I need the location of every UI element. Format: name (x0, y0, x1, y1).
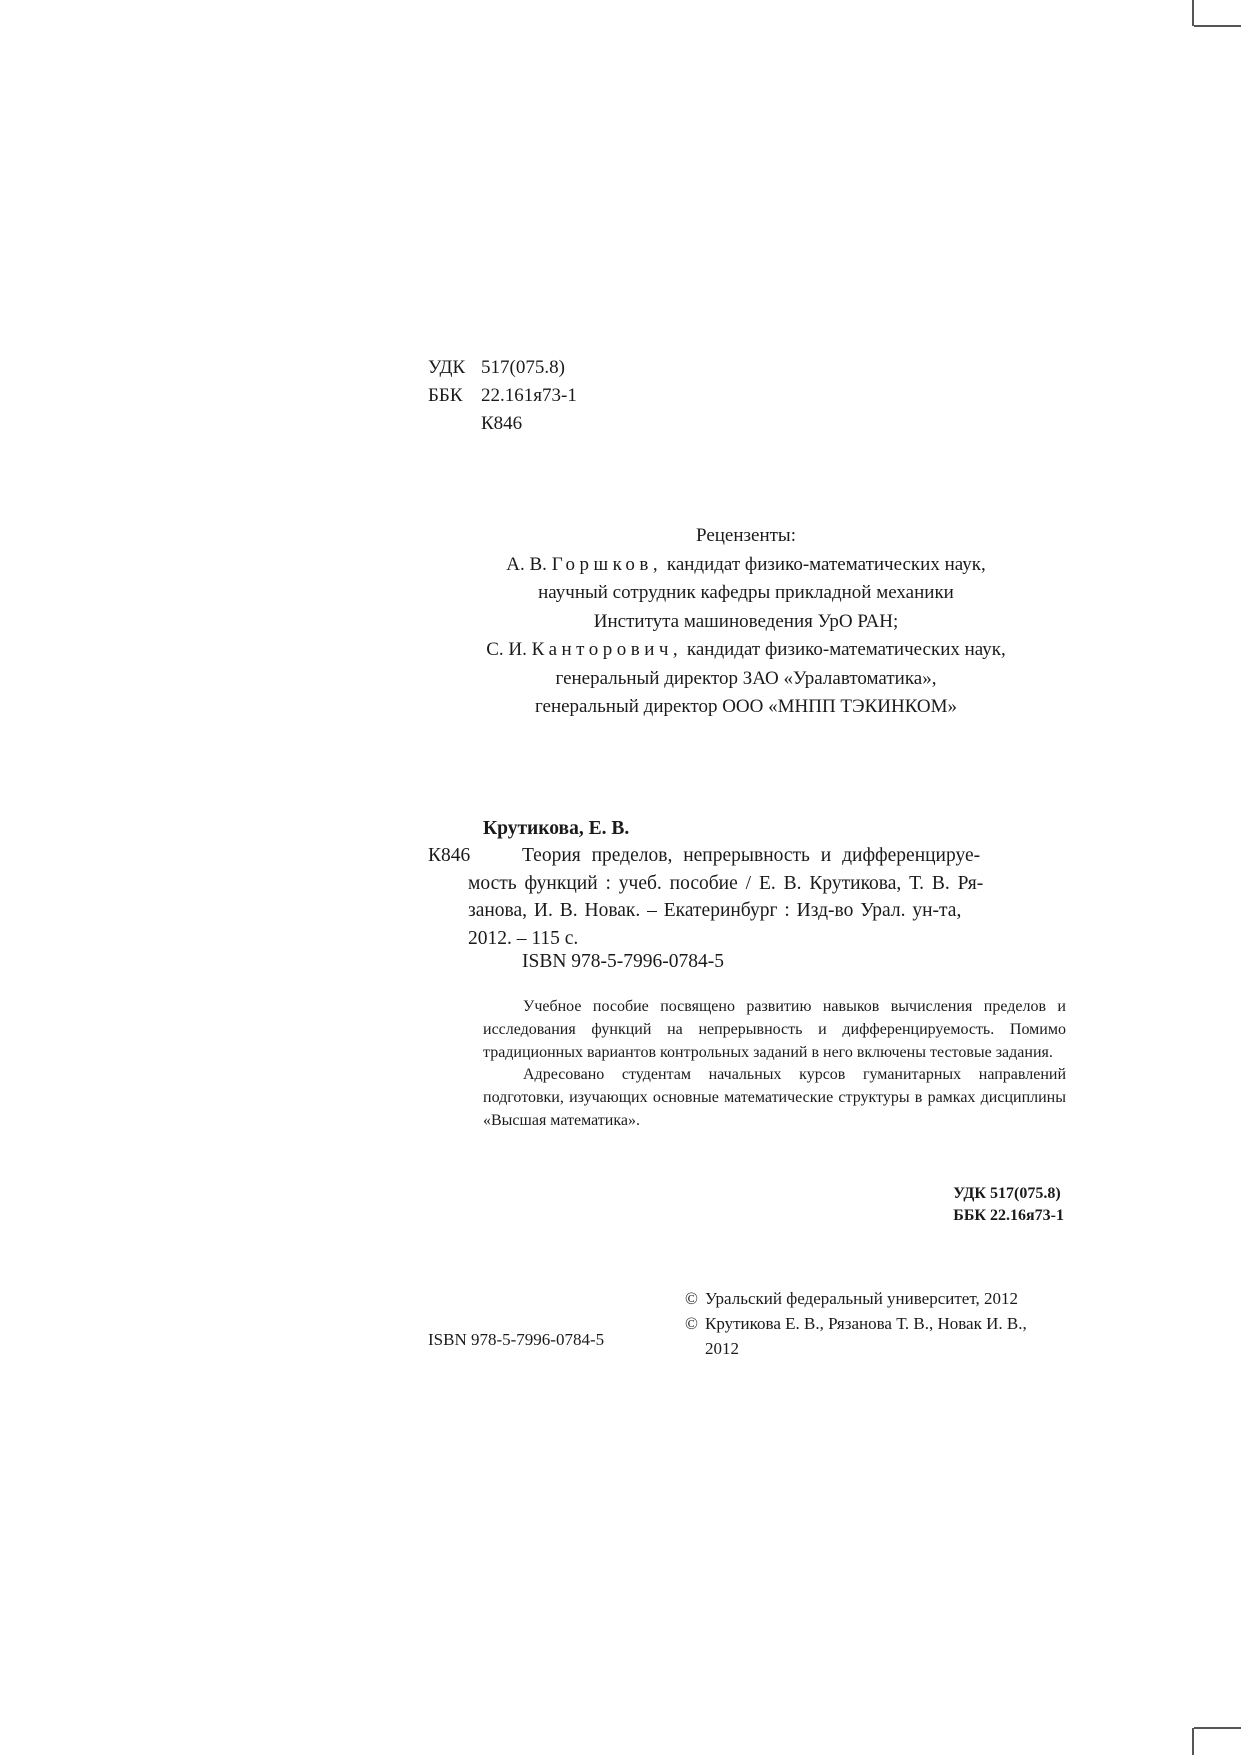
crop-mark-top-horizontal (1194, 25, 1241, 27)
entry-code: К846 (428, 845, 471, 866)
abstract-paragraph-2: Адресовано студентам начальных курсов гуманитарных направлений подготовки, изучающих основные математические структуры в рамках дисциплины «Высшая математика». (483, 1066, 1066, 1129)
reviewer-2-line-2: генеральный директор ЗАО «Уралавтоматика», (555, 667, 937, 689)
copyright-line-2: Крутикова Е. В., Рязанова Т. В., Новак И. В., (705, 1314, 1027, 1333)
reviewer-1-surname: Горшков, (551, 553, 663, 575)
reviewer-2-line-1: С. И. Канторович, кандидат физико-математических наук, (486, 639, 1006, 660)
copyright-symbol: © (685, 1314, 698, 1333)
reviewers-heading: Рецензенты: (696, 525, 796, 546)
author-mark: К846 (481, 413, 523, 434)
reviewer-1-line-1: А. В. Горшков, кандидат физико-математических наук, (506, 553, 986, 575)
udk-value: 517(075.8) (481, 357, 565, 378)
classification-bottom (953, 1183, 1064, 1227)
reviewer-2-line-3: генеральный директор ООО «МНПП ТЭКИНКОМ» (534, 696, 958, 717)
reviewers-block (428, 522, 1064, 722)
reviewer-1-line-2: научный сотрудник кафедры прикладной механики (538, 582, 954, 603)
crop-mark-bottom-vertical (1192, 1728, 1194, 1755)
bibliographic-entry (428, 842, 1066, 952)
reviewer-1-line-3: Института машиноведения УрО РАН; (593, 610, 899, 632)
copyright-block (685, 1286, 1085, 1361)
crop-mark-top-vertical (1192, 0, 1194, 26)
bbk-label: ББК (428, 385, 463, 406)
entry-line-2: мость функций : учеб. пособие / Е. В. Крутикова, Т. В. Ря- (468, 872, 984, 894)
entry-line-4: 2012. – 115 с. (468, 927, 579, 949)
abstract-paragraph-1: Учебное пособие посвящено развитию навыков вычисления пределов и исследования функций на непрерывность и дифференцируемость. Помимо традиционных вариантов контрольных заданий в него включены тестовые задания. (483, 998, 1066, 1061)
copyright-line-1: Уральский федеральный университет, 2012 (705, 1289, 1018, 1308)
entry-line-3: занова, И. В. Новак. – Екатеринбург : Изд-во Урал. ун-та, (468, 900, 962, 922)
entry-author: Крутикова, Е. В. (483, 818, 630, 839)
entry-isbn: ISBN 978-5-7996-0784-5 (522, 951, 725, 972)
copyright-line-2-cont: 2012 (705, 1339, 739, 1358)
isbn-bottom: ISBN 978-5-7996-0784-5 (428, 1330, 605, 1349)
reviewer-2-surname: Канторович, (531, 639, 683, 660)
copyright-symbol: © (685, 1289, 698, 1308)
entry-line-1: Теория пределов, непрерывность и дифференцируе- (522, 845, 981, 866)
bbk-value: 22.161я73-1 (481, 385, 577, 406)
bbk-bottom: ББК 22.16я73-1 (953, 1207, 1064, 1224)
crop-mark-bottom-horizontal (1194, 1727, 1241, 1729)
classification-block (428, 354, 577, 438)
udk-label: УДК (428, 357, 466, 378)
abstract (483, 996, 1066, 1133)
udk-bottom: УДК 517(075.8) (953, 1185, 1061, 1202)
